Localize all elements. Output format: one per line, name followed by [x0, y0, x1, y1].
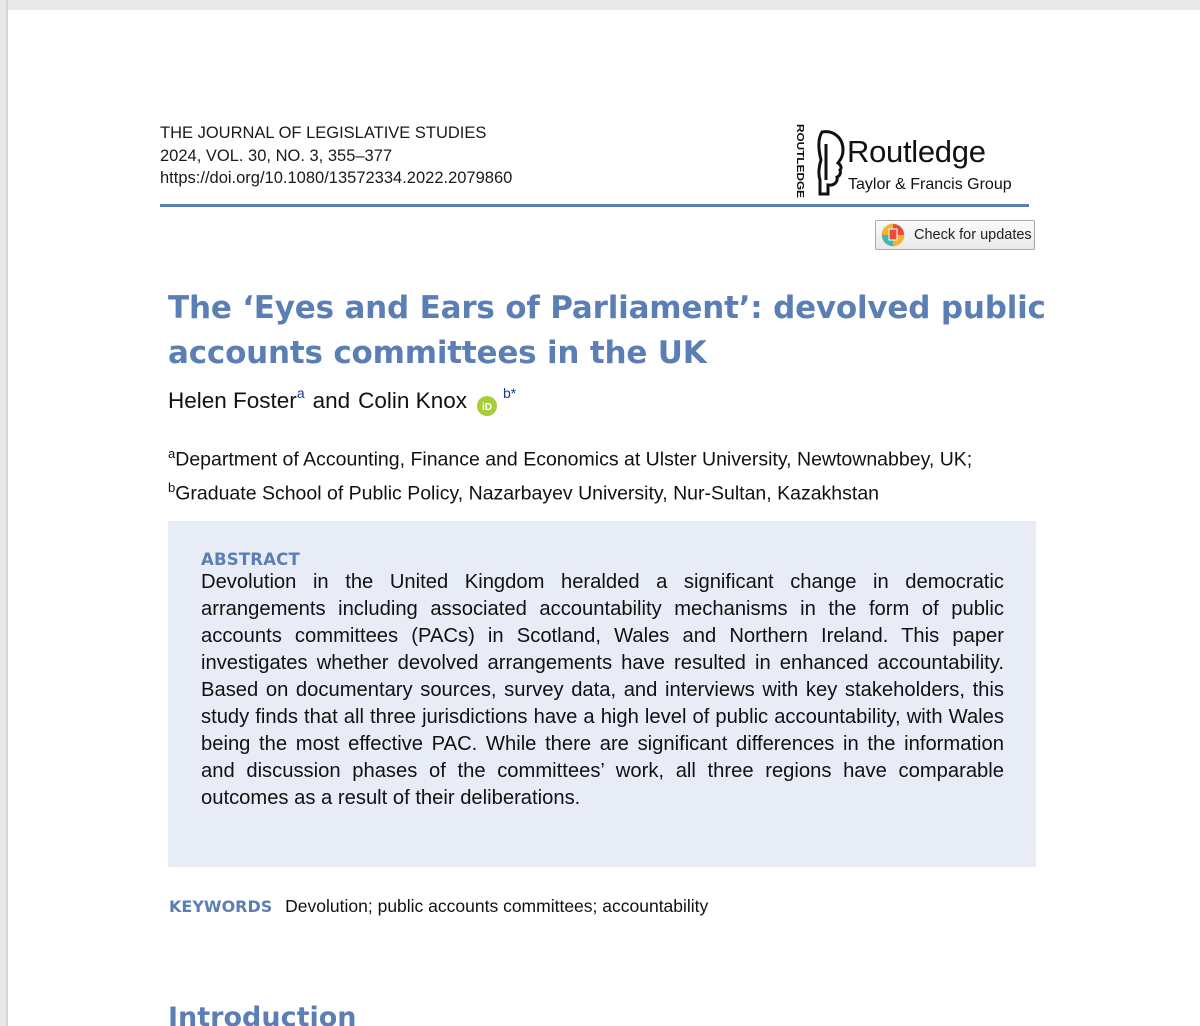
keywords-text: Devolution; public accounts committees; accountability: [285, 896, 709, 916]
author-list: [168, 385, 517, 416]
journal-info: [160, 122, 512, 190]
abstract-box: [168, 521, 1036, 867]
author-name: Colin Knox: [358, 388, 467, 413]
check-for-updates-label: Check for updates: [914, 227, 1032, 243]
author-affil-mark[interactable]: a: [296, 385, 305, 401]
author-affil-mark[interactable]: b*: [502, 385, 517, 401]
affiliations: [168, 440, 972, 507]
keywords: [169, 896, 708, 917]
routledge-vertical-text: [794, 122, 810, 200]
affiliation-text: Department of Accounting, Finance and Economics at Ulster University, Newtownabbey, UK;: [175, 448, 973, 471]
svg-text:ROUTLEDGE: ROUTLEDGE: [794, 124, 806, 190]
check-for-updates-button[interactable]: [875, 220, 1035, 250]
publisher-group: Taylor & Francis Group: [848, 176, 1012, 193]
section-heading: Introduction: [168, 1002, 357, 1026]
affiliation-line: [168, 474, 972, 508]
orcid-icon[interactable]: [477, 396, 497, 416]
author-name: Helen Foster: [168, 388, 297, 413]
affiliation-line: [168, 440, 972, 474]
header-rule: [160, 204, 1029, 207]
abstract-heading: ABSTRACT: [201, 550, 300, 569]
affiliation-text: Graduate School of Public Policy, Nazarbayev University, Nur-Sultan, Kazakhstan: [175, 482, 880, 504]
article-title: The ‘Eyes and Ears of Parliament’: devolved public accounts committees in the UK: [168, 290, 1046, 371]
abstract-text: Devolution in the United Kingdom heralded a significant change in democratic arrangements including associated accountability mechanisms in the form of public accounts committees (PACs) in Scotland, Wales and Northern Ireland. This paper investigates whether devolved arrangements have resulted in enhanced accountability. Based on documentary sources, survey data, and interviews with key stakeholders, this study finds that all three jurisdictions have a high level of public accountability, with Wales being the most effective PAC. While there are significant differences in the information and discussion phases of the committees’ work, all three regions have comparable outcomes as a result of their deliberations.: [201, 571, 1004, 809]
svg-text:iD: iD: [481, 402, 492, 413]
journal-issue: 2024, VOL. 30, NO. 3, 355–377: [160, 146, 393, 165]
pdf-page: [8, 10, 1200, 1026]
affiliation-mark: b: [168, 479, 176, 495]
keywords-label: KEYWORDS: [169, 897, 273, 916]
routledge-face-icon: [816, 130, 846, 196]
journal-doi-link[interactable]: https://doi.org/10.1080/13572334.2022.2079860: [160, 169, 513, 187]
publisher-logo: [794, 122, 1034, 202]
author-separator: and: [312, 388, 351, 413]
journal-name: THE JOURNAL OF LEGISLATIVE STUDIES: [160, 124, 487, 142]
publisher-name: Routledge: [847, 134, 986, 169]
crossmark-icon: [880, 222, 906, 248]
affiliation-mark: a: [168, 446, 176, 461]
